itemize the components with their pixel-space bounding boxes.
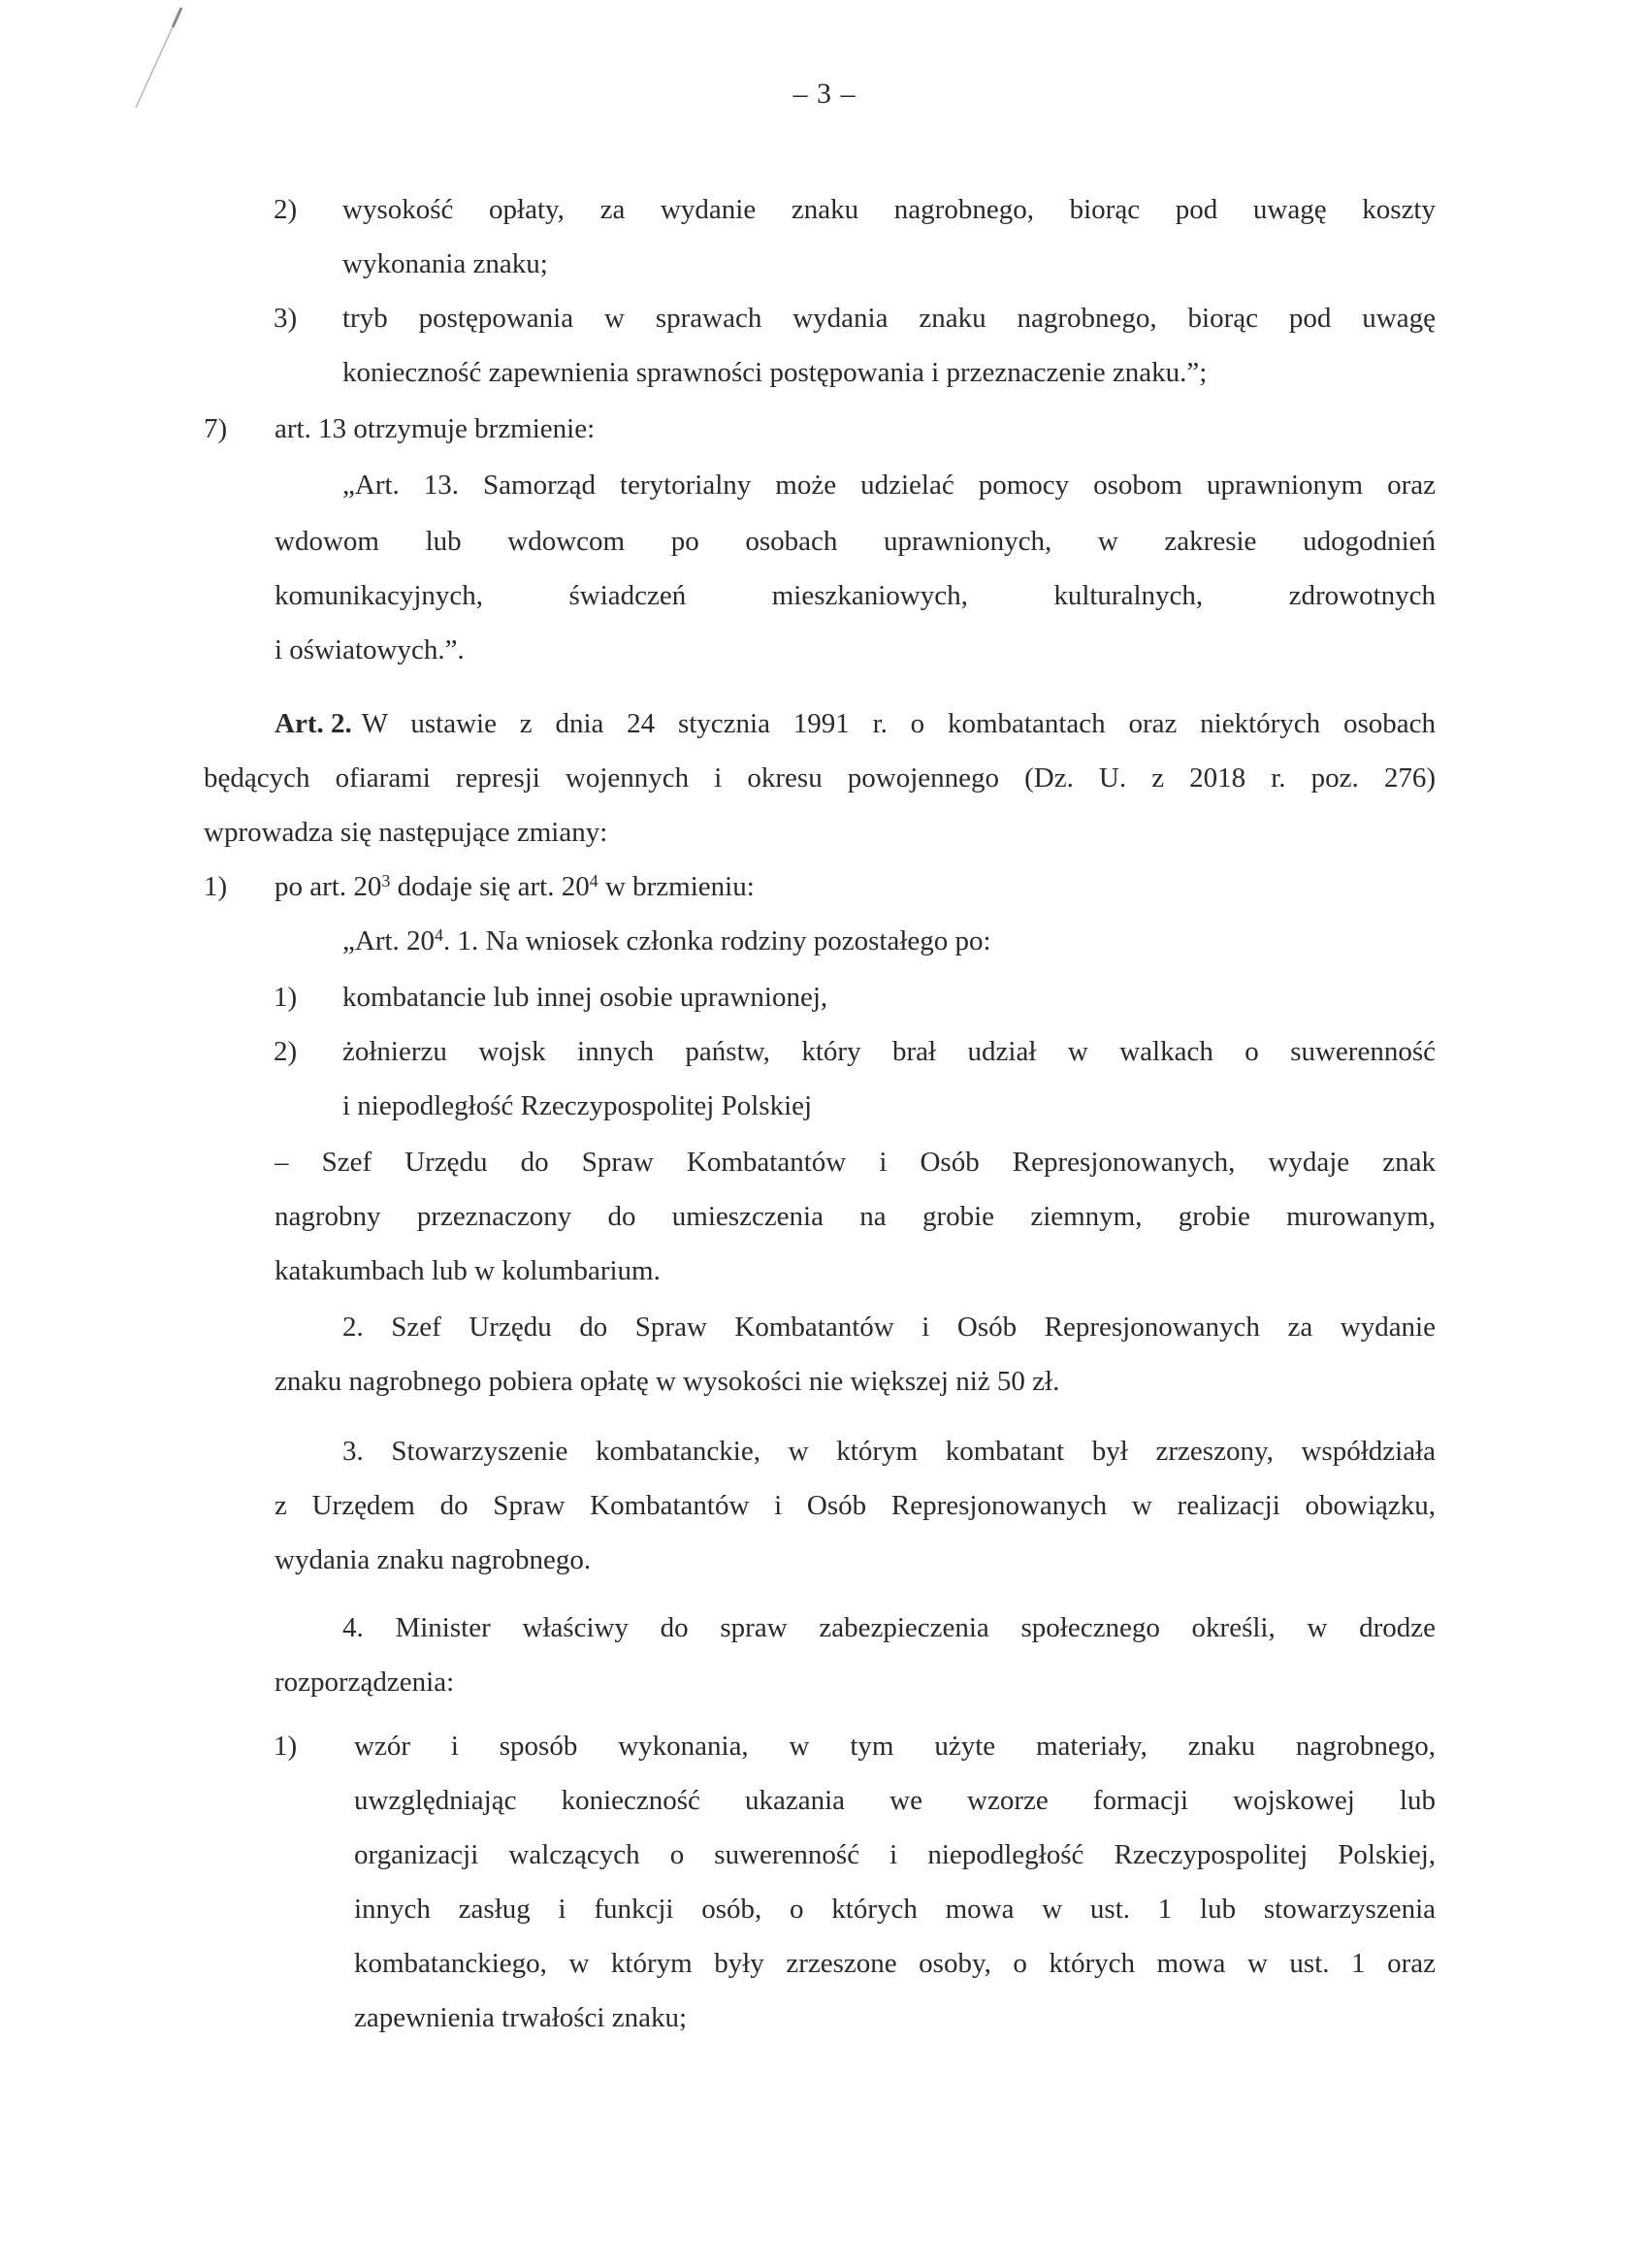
paragraph-line	[342, 923, 991, 958]
paragraph-line: zapewnienia trwałości znaku;	[354, 2002, 688, 2033]
paragraph-line: z Urzędem do Spraw Kombatantów i Osób Represjonowanych w realizacji obowiązku,	[275, 1490, 1436, 1521]
paragraph-line: 2. Szef Urzędu do Spraw Kombatantów i Osób Represjonowanych za wydanie	[342, 1312, 1436, 1343]
paragraph-line: wdowom lub wdowcom po osobach uprawnionych, w zakresie udogodnień	[275, 526, 1436, 557]
paragraph-line: wprowadza się następujące zmiany:	[204, 817, 608, 848]
paragraph-line: art. 13 otrzymuje brzmienie:	[275, 413, 596, 444]
paragraph-line: komunikacyjnych, świadczeń mieszkaniowych, kulturalnych, zdrowotnych	[275, 580, 1436, 611]
paragraph-line: katakumbach lub w kolumbarium.	[275, 1255, 661, 1286]
paragraph-line: 4. Minister właściwy do spraw zabezpieczenia społecznego określi, w drodze	[342, 1612, 1436, 1643]
paragraph-line: wykonania znaku;	[342, 248, 548, 279]
paragraph-line: innych zasług i funkcji osób, o których mowa w ust. 1 lub stowarzyszenia	[354, 1894, 1436, 1925]
text-fragment: . 1. Na wniosek członka rodziny pozostałego po:	[443, 925, 991, 956]
paragraph-line: organizacji walczących o suwerenność i niepodległość Rzeczypospolitej Polskiej,	[354, 1839, 1436, 1870]
page-number: – 3 –	[792, 78, 857, 110]
paragraph-line: rozporządzenia:	[275, 1667, 455, 1698]
list-marker: 1)	[204, 871, 228, 902]
superscript: 4	[435, 925, 444, 945]
list-marker: 7)	[204, 413, 228, 444]
paragraph-line: żołnierzu wojsk innych państw, który brał udział w walkach o suwerenność	[342, 1036, 1436, 1067]
text-fragment: w brzmieniu:	[598, 871, 755, 902]
list-marker: 1)	[274, 1731, 298, 1762]
paragraph-line: wzór i sposób wykonania, w tym użyte materiały, znaku nagrobnego,	[354, 1731, 1436, 1762]
list-marker: 1)	[274, 982, 298, 1013]
superscript: 3	[381, 871, 391, 891]
paragraph-line: 3. Stowarzyszenie kombatanckie, w którym kombatant był zrzeszony, współdziała	[342, 1436, 1436, 1467]
paragraph-line: konieczność zapewnienia sprawności postępowania i przeznaczenie znaku.”;	[342, 357, 1208, 388]
list-marker: 3)	[274, 303, 298, 334]
paragraph-line: i oświatowych.”.	[275, 634, 465, 665]
paragraph-line: wysokość opłaty, za wydanie znaku nagrobnego, biorąc pod uwagę koszty	[342, 194, 1436, 225]
list-marker: 2)	[274, 194, 298, 225]
paragraph-line: tryb postępowania w sprawach wydania znaku nagrobnego, biorąc pod uwagę	[342, 303, 1436, 334]
text-fragment: po art. 20	[275, 871, 382, 902]
text-fragment: „Art. 20	[342, 925, 436, 956]
text-fragment: dodaje się art. 20	[390, 871, 590, 902]
superscript: 4	[589, 871, 598, 891]
article-heading-line	[275, 706, 1436, 741]
paragraph-line: będących ofiarami represji wojennych i okresu powojennego (Dz. U. z 2018 r. poz. 276)	[204, 762, 1436, 794]
paragraph-line: „Art. 13. Samorząd terytorialny może udzielać pomocy osobom uprawnionym oraz	[342, 470, 1436, 501]
paragraph-line: nagrobny przeznaczony do umieszczenia na grobie ziemnym, grobie murowanym,	[275, 1201, 1436, 1232]
paragraph-line: uwzględniając konieczność ukazania we wzorze formacji wojskowej lub	[354, 1785, 1436, 1816]
paragraph-line: i niepodległość Rzeczypospolitej Polskiej	[342, 1090, 813, 1121]
paragraph-line: kombatanckiego, w którym były zrzeszone osoby, o których mowa w ust. 1 oraz	[354, 1948, 1436, 1979]
paragraph-line: W ustawie z dnia 24 stycznia 1991 r. o kombatantach oraz niektórych osobach	[361, 708, 1436, 739]
list-marker: 2)	[274, 1036, 298, 1067]
paragraph-line: kombatancie lub innej osobie uprawnionej,	[342, 982, 828, 1013]
paragraph-line: – Szef Urzędu do Spraw Kombatantów i Osób Represjonowanych, wydaje znak	[275, 1147, 1436, 1178]
article-heading: Art. 2.	[275, 708, 352, 739]
paragraph-line	[275, 869, 755, 904]
paragraph-line: wydania znaku nagrobnego.	[275, 1544, 592, 1575]
paragraph-line: znaku nagrobnego pobiera opłatę w wysokości nie większej niż 50 zł.	[275, 1366, 1060, 1397]
